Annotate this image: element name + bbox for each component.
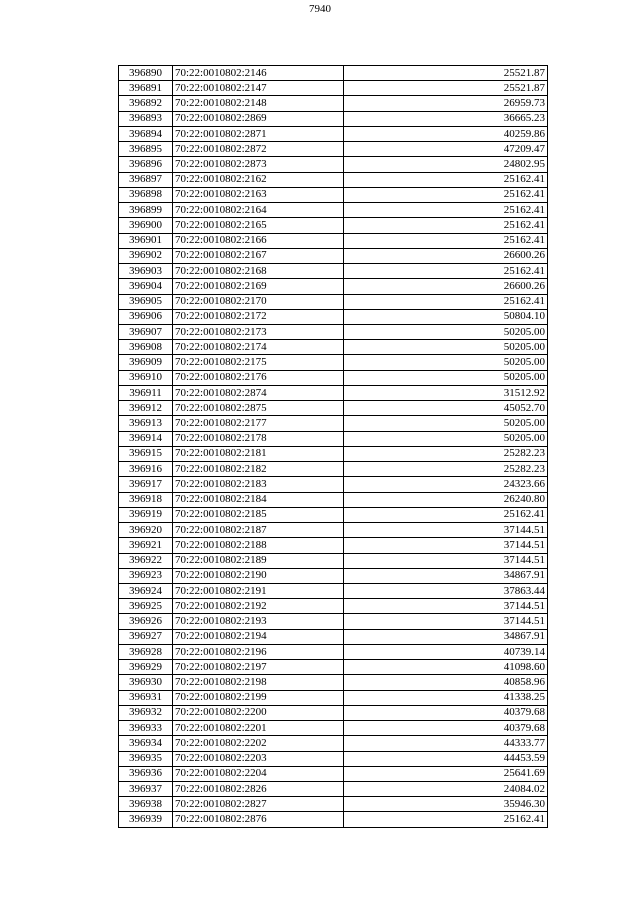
table-row (119, 126, 548, 141)
row-number-cell: 396921 (119, 538, 173, 553)
row-number-cell: 396938 (119, 797, 173, 812)
cadastral-number-cell: 70:22:0010802:2178 (173, 431, 344, 446)
cadastral-value-cell: 24084.02 (344, 782, 548, 797)
cadastral-number-cell: 70:22:0010802:2166 (173, 233, 344, 248)
cadastral-number-cell: 70:22:0010802:2167 (173, 248, 344, 263)
table-row (119, 446, 548, 461)
cadastral-number-cell: 70:22:0010802:2185 (173, 507, 344, 522)
cadastral-number-cell: 70:22:0010802:2148 (173, 96, 344, 111)
table-row (119, 568, 548, 583)
cadastral-number-cell: 70:22:0010802:2181 (173, 446, 344, 461)
table-row (119, 96, 548, 111)
table-row (119, 614, 548, 629)
row-number-cell: 396894 (119, 126, 173, 141)
cadastral-value-cell: 24802.95 (344, 157, 548, 172)
cadastral-number-cell: 70:22:0010802:2190 (173, 568, 344, 583)
cadastral-value-cell: 25162.41 (344, 203, 548, 218)
table-row (119, 340, 548, 355)
table-row (119, 385, 548, 400)
cadastral-value-table (118, 65, 548, 828)
row-number-cell: 396891 (119, 81, 173, 96)
cadastral-value-cell: 25282.23 (344, 462, 548, 477)
table-row (119, 492, 548, 507)
cadastral-number-cell: 70:22:0010802:2174 (173, 340, 344, 355)
table-row (119, 187, 548, 202)
row-number-cell: 396939 (119, 812, 173, 827)
cadastral-number-cell: 70:22:0010802:2147 (173, 81, 344, 96)
cadastral-value-cell: 37144.51 (344, 553, 548, 568)
row-number-cell: 396916 (119, 462, 173, 477)
cadastral-number-cell: 70:22:0010802:2191 (173, 583, 344, 598)
row-number-cell: 396923 (119, 568, 173, 583)
table-row (119, 583, 548, 598)
row-number-cell: 396932 (119, 705, 173, 720)
cadastral-value-cell: 50205.00 (344, 370, 548, 385)
table-row (119, 81, 548, 96)
table-row (119, 279, 548, 294)
cadastral-value-cell: 25162.41 (344, 507, 548, 522)
cadastral-value-cell: 41338.25 (344, 690, 548, 705)
cadastral-value-cell: 40259.86 (344, 126, 548, 141)
cadastral-value-cell: 25521.87 (344, 66, 548, 81)
cadastral-value-cell: 41098.60 (344, 660, 548, 675)
cadastral-number-cell: 70:22:0010802:2146 (173, 66, 344, 81)
table-row (119, 553, 548, 568)
cadastral-number-cell: 70:22:0010802:2875 (173, 401, 344, 416)
row-number-cell: 396900 (119, 218, 173, 233)
cadastral-number-cell: 70:22:0010802:2165 (173, 218, 344, 233)
row-number-cell: 396902 (119, 248, 173, 263)
row-number-cell: 396912 (119, 401, 173, 416)
row-number-cell: 396935 (119, 751, 173, 766)
cadastral-value-cell: 34867.91 (344, 568, 548, 583)
cadastral-value-cell: 50205.00 (344, 355, 548, 370)
row-number-cell: 396930 (119, 675, 173, 690)
cadastral-value-cell: 37144.51 (344, 599, 548, 614)
cadastral-number-cell: 70:22:0010802:2182 (173, 462, 344, 477)
cadastral-value-cell: 25641.69 (344, 766, 548, 781)
table-row (119, 111, 548, 126)
table-row (119, 751, 548, 766)
row-number-cell: 396906 (119, 309, 173, 324)
row-number-cell: 396898 (119, 187, 173, 202)
cadastral-value-cell: 25162.41 (344, 218, 548, 233)
cadastral-value-cell: 25162.41 (344, 812, 548, 827)
cadastral-value-cell: 37863.44 (344, 583, 548, 598)
table-row (119, 507, 548, 522)
row-number-cell: 396893 (119, 111, 173, 126)
table-row (119, 660, 548, 675)
cadastral-value-cell: 50205.00 (344, 431, 548, 446)
row-number-cell: 396917 (119, 477, 173, 492)
cadastral-value-cell: 26959.73 (344, 96, 548, 111)
cadastral-number-cell: 70:22:0010802:2200 (173, 705, 344, 720)
table-row (119, 172, 548, 187)
row-number-cell: 396918 (119, 492, 173, 507)
table-row (119, 797, 548, 812)
row-number-cell: 396890 (119, 66, 173, 81)
table-row (119, 370, 548, 385)
cadastral-value-cell: 45052.70 (344, 401, 548, 416)
cadastral-value-cell: 24323.66 (344, 477, 548, 492)
row-number-cell: 396928 (119, 644, 173, 659)
cadastral-number-cell: 70:22:0010802:2183 (173, 477, 344, 492)
row-number-cell: 396933 (119, 721, 173, 736)
cadastral-value-cell: 37144.51 (344, 614, 548, 629)
table-row (119, 431, 548, 446)
row-number-cell: 396901 (119, 233, 173, 248)
row-number-cell: 396903 (119, 264, 173, 279)
cadastral-number-cell: 70:22:0010802:2204 (173, 766, 344, 781)
table-row (119, 66, 548, 81)
row-number-cell: 396925 (119, 599, 173, 614)
cadastral-number-cell: 70:22:0010802:2194 (173, 629, 344, 644)
table-row (119, 142, 548, 157)
row-number-cell: 396927 (119, 629, 173, 644)
row-number-cell: 396904 (119, 279, 173, 294)
table-row (119, 705, 548, 720)
cadastral-value-cell: 25162.41 (344, 172, 548, 187)
table-row (119, 675, 548, 690)
cadastral-value-cell: 40858.96 (344, 675, 548, 690)
table-row (119, 477, 548, 492)
cadastral-number-cell: 70:22:0010802:2196 (173, 644, 344, 659)
row-number-cell: 396899 (119, 203, 173, 218)
table-row (119, 812, 548, 827)
cadastral-number-cell: 70:22:0010802:2172 (173, 309, 344, 324)
row-number-cell: 396909 (119, 355, 173, 370)
cadastral-value-cell: 50205.00 (344, 324, 548, 339)
cadastral-number-cell: 70:22:0010802:2176 (173, 370, 344, 385)
row-number-cell: 396937 (119, 782, 173, 797)
cadastral-number-cell: 70:22:0010802:2173 (173, 324, 344, 339)
cadastral-value-cell: 25282.23 (344, 446, 548, 461)
table-row (119, 644, 548, 659)
cadastral-number-cell: 70:22:0010802:2203 (173, 751, 344, 766)
cadastral-number-cell: 70:22:0010802:2201 (173, 721, 344, 736)
cadastral-number-cell: 70:22:0010802:2197 (173, 660, 344, 675)
page-number: 7940 (309, 3, 331, 15)
cadastral-value-cell: 44453.59 (344, 751, 548, 766)
cadastral-value-cell: 25162.41 (344, 233, 548, 248)
row-number-cell: 396936 (119, 766, 173, 781)
cadastral-number-cell: 70:22:0010802:2188 (173, 538, 344, 553)
cadastral-value-cell: 26240.80 (344, 492, 548, 507)
row-number-cell: 396911 (119, 385, 173, 400)
table-row (119, 538, 548, 553)
table-row (119, 248, 548, 263)
row-number-cell: 396892 (119, 96, 173, 111)
cadastral-number-cell: 70:22:0010802:2177 (173, 416, 344, 431)
cadastral-number-cell: 70:22:0010802:2184 (173, 492, 344, 507)
cadastral-value-cell: 47209.47 (344, 142, 548, 157)
cadastral-number-cell: 70:22:0010802:2175 (173, 355, 344, 370)
table-row (119, 462, 548, 477)
cadastral-value-cell: 37144.51 (344, 538, 548, 553)
cadastral-number-cell: 70:22:0010802:2872 (173, 142, 344, 157)
cadastral-value-cell: 34867.91 (344, 629, 548, 644)
row-number-cell: 396924 (119, 583, 173, 598)
cadastral-number-cell: 70:22:0010802:2827 (173, 797, 344, 812)
cadastral-number-cell: 70:22:0010802:2199 (173, 690, 344, 705)
cadastral-number-cell: 70:22:0010802:2162 (173, 172, 344, 187)
table-row (119, 203, 548, 218)
cadastral-number-cell: 70:22:0010802:2874 (173, 385, 344, 400)
table-row (119, 309, 548, 324)
cadastral-value-cell: 50804.10 (344, 309, 548, 324)
table-row (119, 157, 548, 172)
cadastral-value-cell: 40379.68 (344, 721, 548, 736)
cadastral-value-cell: 40739.14 (344, 644, 548, 659)
row-number-cell: 396896 (119, 157, 173, 172)
cadastral-number-cell: 70:22:0010802:2826 (173, 782, 344, 797)
row-number-cell: 396897 (119, 172, 173, 187)
cadastral-number-cell: 70:22:0010802:2187 (173, 523, 344, 538)
table-row (119, 294, 548, 309)
cadastral-value-cell: 26600.26 (344, 279, 548, 294)
cadastral-number-cell: 70:22:0010802:2873 (173, 157, 344, 172)
cadastral-number-cell: 70:22:0010802:2189 (173, 553, 344, 568)
row-number-cell: 396920 (119, 523, 173, 538)
table-row (119, 218, 548, 233)
cadastral-value-cell: 25521.87 (344, 81, 548, 96)
cadastral-value-cell: 26600.26 (344, 248, 548, 263)
table-row (119, 416, 548, 431)
table-body (119, 66, 548, 828)
table-row (119, 690, 548, 705)
row-number-cell: 396908 (119, 340, 173, 355)
cadastral-value-cell: 25162.41 (344, 187, 548, 202)
row-number-cell: 396910 (119, 370, 173, 385)
cadastral-value-cell: 40379.68 (344, 705, 548, 720)
cadastral-number-cell: 70:22:0010802:2869 (173, 111, 344, 126)
row-number-cell: 396919 (119, 507, 173, 522)
cadastral-number-cell: 70:22:0010802:2192 (173, 599, 344, 614)
cadastral-value-cell: 35946.30 (344, 797, 548, 812)
cadastral-number-cell: 70:22:0010802:2202 (173, 736, 344, 751)
row-number-cell: 396931 (119, 690, 173, 705)
cadastral-value-cell: 36665.23 (344, 111, 548, 126)
table-row (119, 523, 548, 538)
cadastral-number-cell: 70:22:0010802:2168 (173, 264, 344, 279)
row-number-cell: 396934 (119, 736, 173, 751)
row-number-cell: 396926 (119, 614, 173, 629)
row-number-cell: 396907 (119, 324, 173, 339)
table-row (119, 782, 548, 797)
cadastral-number-cell: 70:22:0010802:2170 (173, 294, 344, 309)
cadastral-number-cell: 70:22:0010802:2193 (173, 614, 344, 629)
row-number-cell: 396914 (119, 431, 173, 446)
cadastral-value-cell: 31512.92 (344, 385, 548, 400)
cadastral-value-cell: 25162.41 (344, 264, 548, 279)
cadastral-value-cell: 25162.41 (344, 294, 548, 309)
cadastral-value-cell: 50205.00 (344, 416, 548, 431)
table-row (119, 324, 548, 339)
cadastral-value-cell: 44333.77 (344, 736, 548, 751)
row-number-cell: 396922 (119, 553, 173, 568)
table-row (119, 233, 548, 248)
cadastral-number-cell: 70:22:0010802:2198 (173, 675, 344, 690)
cadastral-number-cell: 70:22:0010802:2169 (173, 279, 344, 294)
cadastral-value-cell: 37144.51 (344, 523, 548, 538)
cadastral-number-cell: 70:22:0010802:2164 (173, 203, 344, 218)
table-row (119, 736, 548, 751)
table-row (119, 629, 548, 644)
table-row (119, 599, 548, 614)
table-row (119, 264, 548, 279)
table-row (119, 401, 548, 416)
row-number-cell: 396915 (119, 446, 173, 461)
table-row (119, 766, 548, 781)
table-row (119, 355, 548, 370)
row-number-cell: 396913 (119, 416, 173, 431)
cadastral-number-cell: 70:22:0010802:2163 (173, 187, 344, 202)
cadastral-number-cell: 70:22:0010802:2871 (173, 126, 344, 141)
cadastral-value-cell: 50205.00 (344, 340, 548, 355)
table-row (119, 721, 548, 736)
row-number-cell: 396895 (119, 142, 173, 157)
row-number-cell: 396929 (119, 660, 173, 675)
row-number-cell: 396905 (119, 294, 173, 309)
cadastral-number-cell: 70:22:0010802:2876 (173, 812, 344, 827)
